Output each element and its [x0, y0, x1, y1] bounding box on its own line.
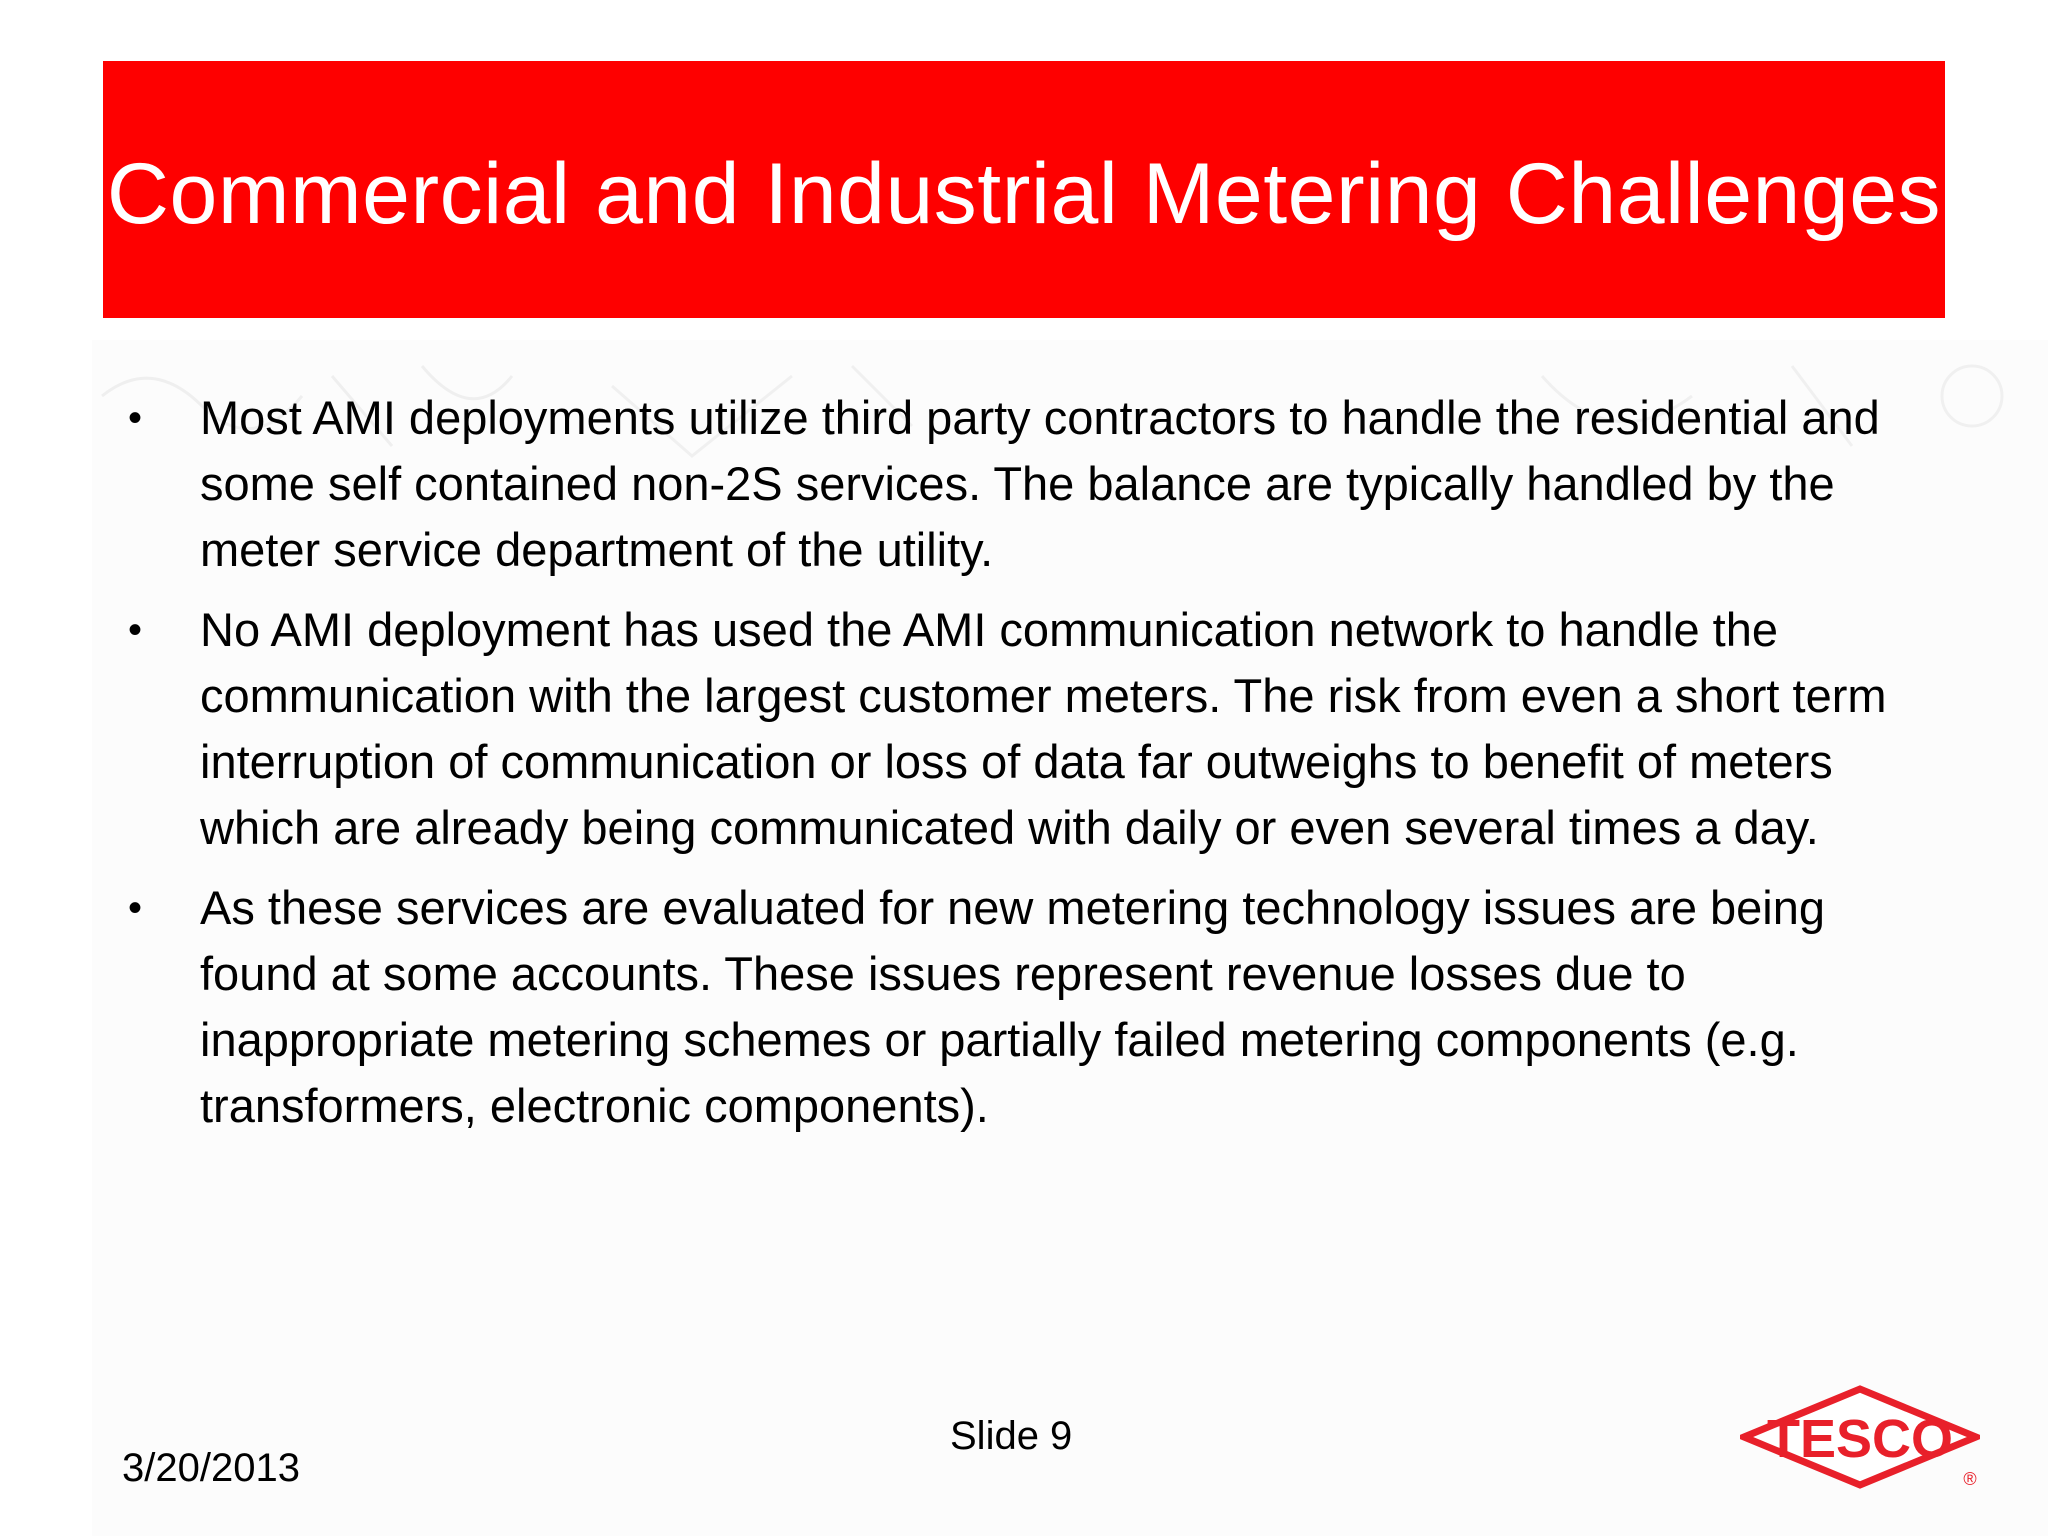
bullet-item [120, 385, 1940, 583]
bullet-list [120, 385, 1940, 1153]
footer-date: 3/20/2013 [122, 1446, 300, 1490]
bullet-text: Most AMI deployments utilize third party contractors to handle the residential and some self contained non-2S services. The balance are typically handled by the meter service department of the utility. [200, 391, 1880, 576]
bullet-item [120, 875, 1940, 1139]
bullet-item [120, 597, 1940, 861]
registered-mark: ® [1963, 1469, 1977, 1489]
tesco-logo [1740, 1385, 1980, 1490]
bullet-icon: • [128, 886, 143, 930]
title-bar [103, 61, 1945, 318]
bullet-icon: • [128, 396, 143, 440]
bullet-text: No AMI deployment has used the AMI communication network to handle the communication with the largest customer meters. The risk from even a short term interruption of communication or loss of data far outweighs to benefit of meters which are already being communicated with daily or even several times a day. [200, 603, 1887, 854]
bullet-icon: • [128, 608, 143, 652]
bullet-text: As these services are evaluated for new metering technology issues are being found at some accounts. These issues represent revenue losses due to inappropriate metering schemes or partially failed metering components (e.g. transformers, electronic components). [200, 881, 1826, 1132]
logo-text: TESCO [1766, 1409, 1954, 1469]
slide-number: Slide 9 [950, 1414, 1073, 1458]
slide-title: Commercial and Industrial Metering Challenges [106, 146, 1942, 242]
